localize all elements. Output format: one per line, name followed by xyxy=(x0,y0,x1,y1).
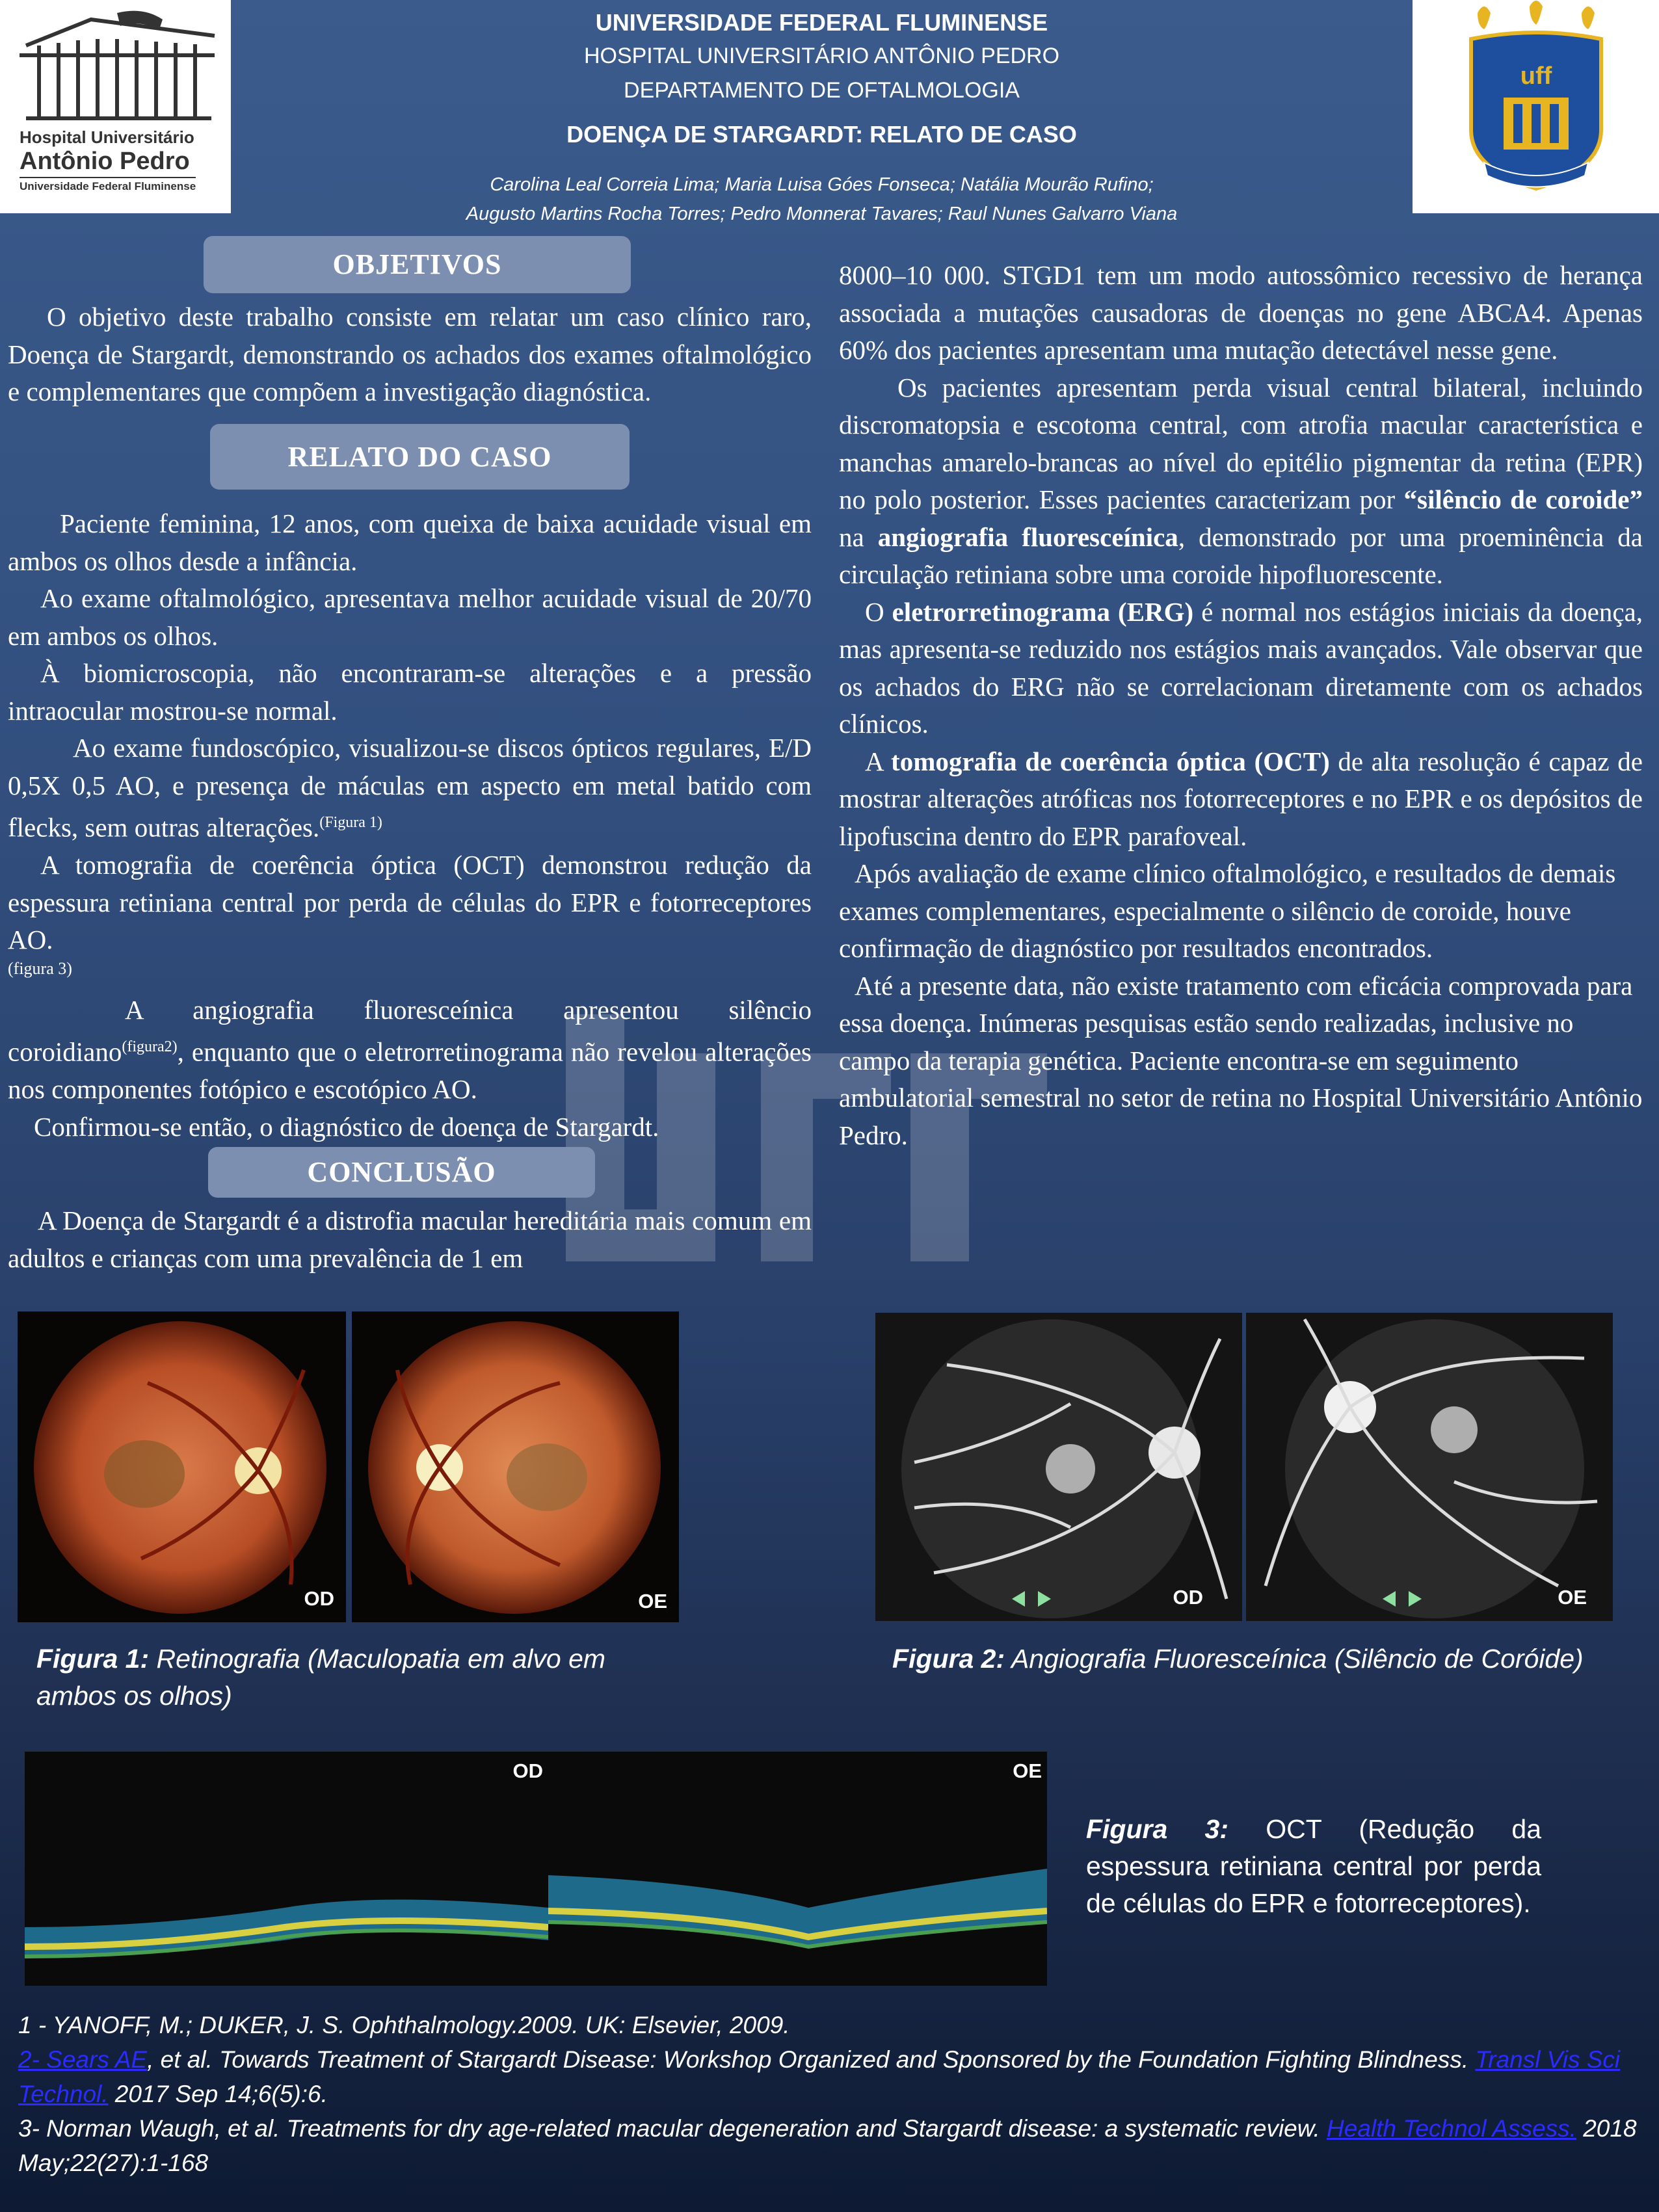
poster-title: DOENÇA DE STARGARDT: RELATO DE CASO xyxy=(566,121,1077,148)
figure-3-od-label: OD xyxy=(512,1759,543,1782)
relato-p5-ref: (figura 3) xyxy=(8,958,72,978)
right-paragraph-1: 8000–10 000. STGD1 tem um modo autossômico recessivo de herança associada a mutações causadoras de doenças no gene ABCA4. Apenas 60% dos pacientes apresentam uma mutação detectável nesse gene. xyxy=(839,260,1643,365)
relato-paragraph-6 xyxy=(8,992,812,1109)
right-p2-a: Os pacientes apresentam perda visual central bilateral, incluindo discromatopsia e escotoma central, com atrofia macular característica e manchas amarelo-brancas ao nível do epitélio pigmentar da retina (EPR) no polo posterior. Esses pacientes caracterizam por xyxy=(839,372,1643,514)
figure-2-od-label: OD xyxy=(1173,1586,1203,1609)
authors-line-1: Carolina Leal Correia Lima; Maria Luisa Góes Fonseca; Natália Mourão Rufino; xyxy=(490,174,1154,195)
reference-2-author-link[interactable]: 2- Sears AE xyxy=(18,2046,148,2073)
right-p2-e: , demonstrado por uma proeminência da circulação retiniana sobre uma coroide hipofluorescente. xyxy=(839,521,1643,589)
right-column-text xyxy=(839,257,1643,1154)
objetivos-paragraph: O objetivo deste trabalho consiste em relatar um caso clínico raro, Doença de Stargardt, demonstrando os achados dos exames oftalmológico e complementares que compõem a investigação diagnóstica. xyxy=(8,302,812,406)
reference-3 xyxy=(18,2111,1651,2180)
figure-1-caption xyxy=(36,1640,687,1715)
uff-crest-icon xyxy=(1413,0,1659,213)
figure-3-caption-text: OCT (Redução da espessura retiniana central por perda de células do EPR e fotorreceptores). xyxy=(1086,1814,1541,1918)
figure-2-oe-image xyxy=(1246,1313,1613,1621)
relato-paragraph-1: Paciente feminina, 12 anos, com queixa de baixa acuidade visual em ambos os olhos desde a infância. xyxy=(8,508,812,576)
hospital-building-icon xyxy=(0,0,231,130)
conclusao-paragraph-1: A Doença de Stargardt é a distrofia macular hereditária mais comum em adultos e crianças com uma prevalência de 1 em xyxy=(8,1205,812,1273)
conclusao-text xyxy=(8,1202,812,1277)
relato-paragraph-5: A tomografia de coerência óptica (OCT) demonstrou redução da espessura retiniana central por perda de células do EPR e fotorreceptores AO. xyxy=(8,850,812,955)
oct-od-icon xyxy=(25,1752,548,1986)
figure-3-oe-image xyxy=(548,1752,1047,1986)
right-p3-c: é normal nos estágios iniciais da doença, mas apresenta-se reduzido nos estágios mais avançados. Vale observar que os achados do ERG não se correlacionam diretamente com os achados clínicos. xyxy=(839,596,1643,739)
right-p3-a: O xyxy=(865,596,892,627)
university-name: UNIVERSIDADE FEDERAL FLUMINENSE xyxy=(595,9,1048,36)
figure-2-od-image xyxy=(875,1313,1242,1621)
relato-p4-text: Ao exame fundoscópico, visualizou-se discos ópticos regulares, E/D 0,5X 0,5 AO, e presença de máculas em aspecto em metal batido com flecks, sem outras alterações. xyxy=(8,733,812,843)
right-p2-b: “silêncio de coroide” xyxy=(1403,484,1643,514)
hospital-name: HOSPITAL UNIVERSITÁRIO ANTÔNIO PEDRO xyxy=(583,44,1060,68)
relato-heading: RELATO DO CASO xyxy=(210,424,630,490)
figure-1-caption-text: Retinografia (Maculopatia em alvo em ambos os olhos) xyxy=(36,1644,606,1711)
references xyxy=(18,2008,1651,2180)
relato-p6-sup: (figura2) xyxy=(122,1038,178,1056)
right-p4-c: de alta resolução é capaz de mostrar alterações atróficas nos fotorreceptores e no EPR e os depósitos de lipofuscina dentro do EPR parafoveal. xyxy=(839,746,1643,851)
fundus-oe-icon xyxy=(352,1311,679,1622)
authors-line-2: Augusto Martins Rocha Torres; Pedro Monnerat Tavares; Raul Nunes Galvarro Viana xyxy=(466,204,1178,224)
right-paragraph-4 xyxy=(839,743,1643,856)
relato-paragraph-7: Confirmou-se então, o diagnóstico de doença de Stargardt. xyxy=(34,1111,659,1142)
uff-crest-year: 1960 xyxy=(1526,154,1546,165)
oct-oe-icon xyxy=(548,1752,1047,1986)
reference-2-journal-link[interactable]: Transl Vis Sci Technol. xyxy=(18,2046,1621,2107)
right-paragraph-2 xyxy=(839,369,1643,594)
conclusao-heading: CONCLUSÃO xyxy=(208,1147,595,1198)
figure-3-caption xyxy=(1086,1811,1541,1922)
hospital-logo-line3: Universidade Federal Fluminense xyxy=(20,177,196,193)
hospital-logo-text xyxy=(20,127,196,193)
figure-2-caption-bold: Figura 2: xyxy=(892,1644,1005,1674)
reference-2 xyxy=(18,2042,1651,2111)
reference-2-text: , et al. Towards Treatment of Stargardt Disease: Workshop Organized and Sponsored by the Foundation Fighting Blindness. xyxy=(147,2046,1476,2073)
relato-p6-text-a: A angiografia fluoresceínica apresentou silêncio coroidiano xyxy=(8,994,812,1067)
right-p2-d: angiografia fluoresceínica xyxy=(877,521,1178,552)
objetivos-heading: OBJETIVOS xyxy=(204,236,631,293)
figure-1-caption-bold: Figura 1: xyxy=(36,1644,150,1674)
figure-2-caption xyxy=(892,1640,1647,1678)
reference-2-tail: 2017 Sep 14;6(5):6. xyxy=(108,2081,328,2107)
reference-3-tail: 2018 May;22(27):1-168 xyxy=(18,2115,1637,2176)
right-p4-a: A xyxy=(865,746,892,776)
right-paragraph-6: Até a presente data, não existe tratamento com eficácia comprovada para essa doença. Inúmeras pesquisas estão sendo realizadas, inclusive no campo da terapia genética. Paciente encontra-se em seguimento ambulatorial semestral no setor de retina no Hospital Universitário Antônio Pedro. xyxy=(839,970,1643,1150)
figure-3-od-image xyxy=(25,1752,548,1986)
reference-3-journal-link[interactable]: Health Technol Assess. xyxy=(1327,2115,1576,2142)
reference-3-text: 3- Norman Waugh, et al. Treatments for dry age-related macular degeneration and Stargardt disease: a systematic review. xyxy=(18,2115,1327,2142)
figure-1-oe-image xyxy=(352,1311,679,1622)
objetivos-text xyxy=(8,298,812,411)
figure-1-od-image xyxy=(18,1311,346,1622)
right-paragraph-3 xyxy=(839,594,1643,743)
relato-paragraph-3: À biomicroscopia, não encontraram-se alterações e a pressão intraocular mostrou-se normal. xyxy=(8,658,812,726)
right-p4-b: tomografia de coerência óptica (OCT) xyxy=(891,746,1330,776)
figure-3-caption-bold: Figura 3: xyxy=(1086,1814,1229,1844)
relato-p6-text-b: , enquanto que o eletrorretinograma não revelou alterações nos componentes fotópico e escotópico AO. xyxy=(8,1036,812,1105)
figure-2-oe-label: OE xyxy=(1558,1586,1587,1609)
relato-text xyxy=(8,505,812,1146)
figure-2-caption-text: Angiografia Fluoresceínica (Silêncio de Coróide) xyxy=(1005,1644,1584,1674)
right-p2-c: na xyxy=(839,521,878,552)
relato-paragraph-2: Ao exame oftalmológico, apresentava melhor acuidade visual de 20/70 em ambos os olhos. xyxy=(8,583,812,651)
uff-logo-panel xyxy=(1413,0,1659,213)
hospital-logo-line1: Hospital Universitário xyxy=(20,127,194,147)
uff-crest-text: uff xyxy=(1520,62,1552,90)
figure-1-oe-label: OE xyxy=(638,1590,667,1613)
figure-3-oe-label: OE xyxy=(1013,1759,1042,1782)
hospital-logo-panel xyxy=(0,0,231,213)
reference-1: 1 - YANOFF, M.; DUKER, J. S. Ophthalmology.2009. UK: Elsevier, 2009. xyxy=(18,2012,790,2038)
figure-1-od-label: OD xyxy=(304,1587,334,1610)
angiography-od-icon xyxy=(875,1313,1242,1621)
department-name: DEPARTAMENTO DE OFTALMOLOGIA xyxy=(624,78,1020,103)
right-p3-b: eletrorretinograma (ERG) xyxy=(892,596,1194,627)
relato-paragraph-4 xyxy=(8,730,812,847)
right-paragraph-5: Após avaliação de exame clínico oftalmológico, e resultados de demais exames complementares, especialmente o silêncio de coroide, houve confirmação de diagnóstico por resultados encontrados. xyxy=(839,858,1616,963)
hospital-logo-line2: Antônio Pedro xyxy=(20,148,190,175)
angiography-oe-icon xyxy=(1246,1313,1613,1621)
fundus-od-icon xyxy=(18,1311,346,1622)
relato-p4-sup: (Figura 1) xyxy=(319,814,382,831)
